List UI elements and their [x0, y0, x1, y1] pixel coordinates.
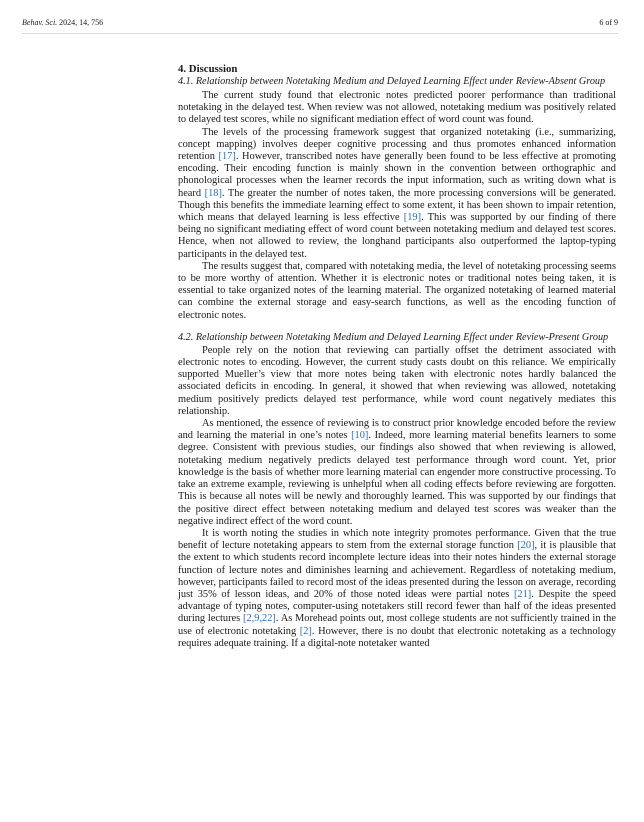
paragraph-text: As mentioned, the essence of reviewing is to construct prior knowledge encoded before the review and learning the material in one’s notes	[178, 418, 616, 442]
subsection-heading-4-1: 4.1. Relationship between Notetaking Medium and Delayed Learning Effect under Review-Absent Group	[178, 76, 606, 87]
journal-name: Behav. Sci.	[22, 18, 58, 27]
citation-link[interactable]: [19]	[403, 212, 422, 224]
paragraph-text: . Despite the speed advantage of typing notes, computer-using notetakers still record fewer than half of the ideas presented during lectures	[178, 588, 616, 625]
paragraph-text: . However, transcribed notes have generally been found to be less effective at promoting encoding. Their encoding function is mainly shown in the convention between orthographic and phonological processes when the learner records the input information, such as writing down what is heard	[178, 151, 617, 199]
citation-link[interactable]: [2,9,22]	[243, 613, 276, 625]
section-heading-discussion: 4. Discussion	[178, 63, 238, 75]
paragraph-text: . This was supported by our finding of there being no significant mediating effect of word count between notetaking medium and delayed test scores. Hence, when not allowed to review, the longhand participants also outperformed the laptop-typing participants in the delayed test.	[178, 212, 616, 260]
paragraph: People rely on the notion that reviewing can partially offset the detriment associated with electronic notes to encoding. However, the current study casts doubt on this reliance. We empirically supported Mueller’s view that more notes being taken with electronic notes hardly balanced the associated deficits in encoding. In general, it showed that when reviewing was allowed, notetaking medium positively predicts delayed test performance, while word count negatively mediates this relationship.	[178, 344, 616, 417]
journal-citation	[22, 18, 103, 27]
citation-link[interactable]: [17]	[218, 151, 236, 163]
paragraph	[178, 418, 616, 528]
paragraph-text: . Indeed, more learning material benefits learners to some degree. Consistent with previous studies, our findings also showed that when reviewing is allowed, notetaking medium negatively predicts delayed test performance through word count. Yet, prior knowledge is the basis of whether more learning material can engender more constructive processing. To take an extreme example, reviewing is unhelpful when all coding effects before reviewing are forgotten. This is because all notes will be newly and thoroughly learned. This was supported by our findings that the positive direct effect between notetaking medium and delayed test scores was weaker than the negative indirect effect of the word count.	[178, 430, 616, 527]
paragraph-text: It is worth noting the studies in which note integrity promotes performance. Given that the true benefit of lecture notetaking appears to stem from the external storage function	[178, 527, 616, 552]
citation-link[interactable]: [18]	[204, 187, 222, 199]
paragraph: The current study found that electronic notes predicted poorer performance than traditional notetaking in the delayed test. When review was not allowed, notetaking medium was positively related to delayed test scores, while no significant mediation effect of word count was found.	[178, 90, 616, 126]
citation-link[interactable]: [20]	[517, 540, 535, 552]
paragraph-text: . As Morehead points out, most college students are not sufficiently trained in the use of electronic notetaking	[178, 613, 616, 637]
page-header	[22, 18, 618, 32]
article-body	[178, 62, 616, 650]
subsection-4-2	[178, 332, 616, 650]
subsection-4-1	[178, 76, 616, 322]
paragraph	[178, 528, 616, 650]
citation-link[interactable]: [2]	[299, 625, 312, 637]
header-divider	[22, 33, 618, 34]
citation-link[interactable]: [21]	[513, 588, 532, 600]
citation-link[interactable]: [10]	[351, 430, 369, 442]
page-number: 6 of 9	[599, 18, 618, 27]
subsection-heading-4-2: 4.2. Relationship between Notetaking Medium and Delayed Learning Effect under Review-Present Group	[178, 331, 609, 343]
paragraph-text: . The greater the number of notes taken, the more processing conversions will be generated. Though this benefits the immediate learning effect to some extent, it has been shown to impair retention, which means that delayed learning is less effective	[178, 187, 616, 224]
paragraph-text: . However, there is no doubt that electronic notetaking as a technology requires adequate training. If a digital-note notetaker wanted	[178, 625, 616, 649]
paragraph	[178, 127, 616, 261]
paragraph-text: , it is plausible that the extent to which students record incomplete lecture ideas into their notes hinders the external storage function of lecture notes and diminishes learning and achievement. Regardless of notetaking medium, however, participants failed to record most of the ideas presented during the lesson on average, recording just 35% of lesson ideas, and 20% of those noted ideas were partial notes	[178, 540, 616, 600]
journal-volume: 2024, 14, 756	[57, 18, 104, 27]
paragraph: The results suggest that, compared with notetaking media, the level of notetaking processing seems to be more worthy of attention. Whether it is electronic notes or traditional notes being taken, it is essential to take organized notes of the learning material. The organized notetaking of learned material can combine the external storage and easy-search functions, as well as the encoding function of electronic notes.	[178, 260, 616, 321]
paragraph-text: The levels of the processing framework suggest that organized notetaking (i.e., summarizing, concept mapping) involves deeper cognitive processing and thus promotes enhanced information retention	[178, 126, 616, 163]
